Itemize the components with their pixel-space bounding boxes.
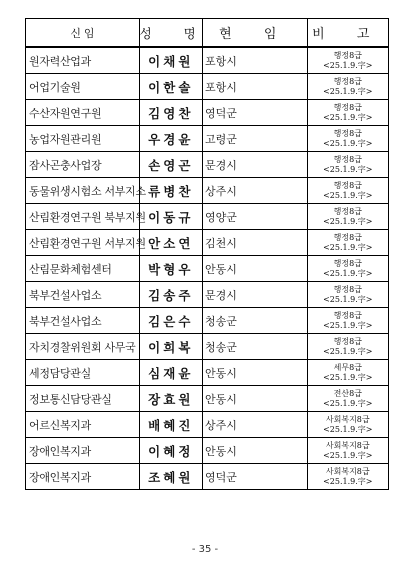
cell-name: 이동규 xyxy=(139,204,202,230)
cell-new-post: 세정담당관실 xyxy=(26,360,140,386)
table-header-row xyxy=(26,19,389,48)
table-row xyxy=(26,256,389,282)
note-grade: 행정8급 xyxy=(333,76,362,86)
table-row xyxy=(26,152,389,178)
note-date: <25.1.9.字> xyxy=(323,294,373,304)
note-grade: 전산8급 xyxy=(333,388,362,398)
cell-note xyxy=(307,360,388,386)
cell-note xyxy=(307,204,388,230)
cell-current-post: 안동시 xyxy=(202,438,307,464)
cell-new-post: 장애인복지과 xyxy=(26,464,140,490)
cell-current-post: 김천시 xyxy=(202,230,307,256)
table-row xyxy=(26,74,389,100)
note-date: <25.1.9.字> xyxy=(323,138,373,148)
cell-new-post: 동물위생시험소 서부지소 xyxy=(26,178,140,204)
note-grade: 행정8급 xyxy=(333,284,362,294)
note-date: <25.1.9.字> xyxy=(323,60,373,70)
table-row xyxy=(26,100,389,126)
note-grade: 행정8급 xyxy=(333,310,362,320)
note-grade: 세무8급 xyxy=(333,362,362,372)
cell-note xyxy=(307,178,388,204)
cell-note xyxy=(307,230,388,256)
note-grade: 사회복지8급 xyxy=(325,414,370,424)
cell-current-post: 안동시 xyxy=(202,386,307,412)
table-row xyxy=(26,360,389,386)
cell-name: 이채원 xyxy=(139,47,202,74)
note-date: <25.1.9.字> xyxy=(323,190,373,200)
page-number: - 35 - xyxy=(191,544,219,555)
cell-current-post: 상주시 xyxy=(202,412,307,438)
note-date: <25.1.9.字> xyxy=(323,346,373,356)
note-grade: 행정8급 xyxy=(333,232,362,242)
cell-new-post: 산림환경연구원 서부지원 xyxy=(26,230,140,256)
cell-note xyxy=(307,334,388,360)
cell-note xyxy=(307,438,388,464)
cell-new-post: 북부건설사업소 xyxy=(26,308,140,334)
cell-note xyxy=(307,256,388,282)
note-date: <25.1.9.字> xyxy=(323,164,373,174)
cell-new-post: 농업자원관리원 xyxy=(26,126,140,152)
table-row xyxy=(26,230,389,256)
cell-note xyxy=(307,412,388,438)
note-date: <25.1.9.字> xyxy=(323,112,373,122)
personnel-table xyxy=(25,18,389,490)
cell-current-post: 고령군 xyxy=(202,126,307,152)
cell-note xyxy=(307,282,388,308)
table-row xyxy=(26,334,389,360)
note-grade: 행정8급 xyxy=(333,258,362,268)
note-grade: 행정8급 xyxy=(333,154,362,164)
cell-note xyxy=(307,74,388,100)
note-date: <25.1.9.字> xyxy=(323,398,373,408)
cell-current-post: 포항시 xyxy=(202,74,307,100)
cell-note xyxy=(307,126,388,152)
cell-new-post: 정보통신담당관실 xyxy=(26,386,140,412)
cell-current-post: 안동시 xyxy=(202,256,307,282)
cell-note xyxy=(307,152,388,178)
cell-new-post: 수산자원연구원 xyxy=(26,100,140,126)
note-grade: 사회복지8급 xyxy=(325,466,370,476)
cell-name: 조혜원 xyxy=(139,464,202,490)
table-row xyxy=(26,178,389,204)
cell-name: 김영찬 xyxy=(139,100,202,126)
cell-note xyxy=(307,464,388,490)
cell-current-post: 안동시 xyxy=(202,360,307,386)
cell-name: 이희복 xyxy=(139,334,202,360)
header-name: 성 명 xyxy=(139,19,202,48)
cell-name: 김송주 xyxy=(139,282,202,308)
note-grade: 사회복지8급 xyxy=(325,440,370,450)
cell-new-post: 장애인복지과 xyxy=(26,438,140,464)
cell-note xyxy=(307,386,388,412)
cell-name: 김은수 xyxy=(139,308,202,334)
note-grade: 행정8급 xyxy=(333,128,362,138)
cell-current-post: 문경시 xyxy=(202,152,307,178)
table-row xyxy=(26,47,389,74)
table-row xyxy=(26,282,389,308)
cell-new-post: 잠사곤충사업장 xyxy=(26,152,140,178)
cell-new-post: 어업기술원 xyxy=(26,74,140,100)
cell-name: 손영곤 xyxy=(139,152,202,178)
table-row xyxy=(26,464,389,490)
note-date: <25.1.9.字> xyxy=(323,476,373,486)
note-date: <25.1.9.字> xyxy=(323,242,373,252)
table-row xyxy=(26,412,389,438)
note-grade: 행정8급 xyxy=(333,180,362,190)
cell-note xyxy=(307,47,388,74)
cell-new-post: 자치경찰위원회 사무국 xyxy=(26,334,140,360)
cell-current-post: 영덕군 xyxy=(202,464,307,490)
table-row xyxy=(26,308,389,334)
header-new-post: 신 임 xyxy=(26,19,140,48)
cell-name: 이혜정 xyxy=(139,438,202,464)
table-row xyxy=(26,438,389,464)
cell-current-post: 문경시 xyxy=(202,282,307,308)
personnel-table-frame xyxy=(25,18,389,490)
header-current-post: 현 임 xyxy=(202,19,307,48)
cell-new-post: 산림문화체험센터 xyxy=(26,256,140,282)
cell-current-post: 상주시 xyxy=(202,178,307,204)
cell-new-post: 산림환경연구원 북부지원 xyxy=(26,204,140,230)
cell-new-post: 북부건설사업소 xyxy=(26,282,140,308)
note-grade: 행정8급 xyxy=(333,206,362,216)
table-row xyxy=(26,126,389,152)
cell-name: 장효원 xyxy=(139,386,202,412)
note-grade: 행정8급 xyxy=(333,102,362,112)
cell-name: 박형우 xyxy=(139,256,202,282)
note-date: <25.1.9.字> xyxy=(323,450,373,460)
cell-name: 배혜진 xyxy=(139,412,202,438)
cell-name: 심재윤 xyxy=(139,360,202,386)
table-row xyxy=(26,386,389,412)
cell-name: 이한솔 xyxy=(139,74,202,100)
cell-new-post: 어르신복지과 xyxy=(26,412,140,438)
note-date: <25.1.9.字> xyxy=(323,268,373,278)
note-date: <25.1.9.字> xyxy=(323,86,373,96)
note-date: <25.1.9.字> xyxy=(323,424,373,434)
cell-current-post: 청송군 xyxy=(202,334,307,360)
cell-current-post: 영양군 xyxy=(202,204,307,230)
cell-name: 우경윤 xyxy=(139,126,202,152)
table-body xyxy=(26,47,389,490)
cell-new-post: 원자력산업과 xyxy=(26,47,140,74)
note-date: <25.1.9.字> xyxy=(323,216,373,226)
cell-note xyxy=(307,308,388,334)
cell-name: 류병찬 xyxy=(139,178,202,204)
note-date: <25.1.9.字> xyxy=(323,320,373,330)
cell-current-post: 청송군 xyxy=(202,308,307,334)
cell-current-post: 포항시 xyxy=(202,47,307,74)
note-grade: 행정8급 xyxy=(333,336,362,346)
cell-note xyxy=(307,100,388,126)
cell-name: 안소연 xyxy=(139,230,202,256)
note-grade: 행정8급 xyxy=(333,50,362,60)
header-note: 비 고 xyxy=(307,19,388,48)
table-row xyxy=(26,204,389,230)
note-date: <25.1.9.字> xyxy=(323,372,373,382)
cell-current-post: 영덕군 xyxy=(202,100,307,126)
